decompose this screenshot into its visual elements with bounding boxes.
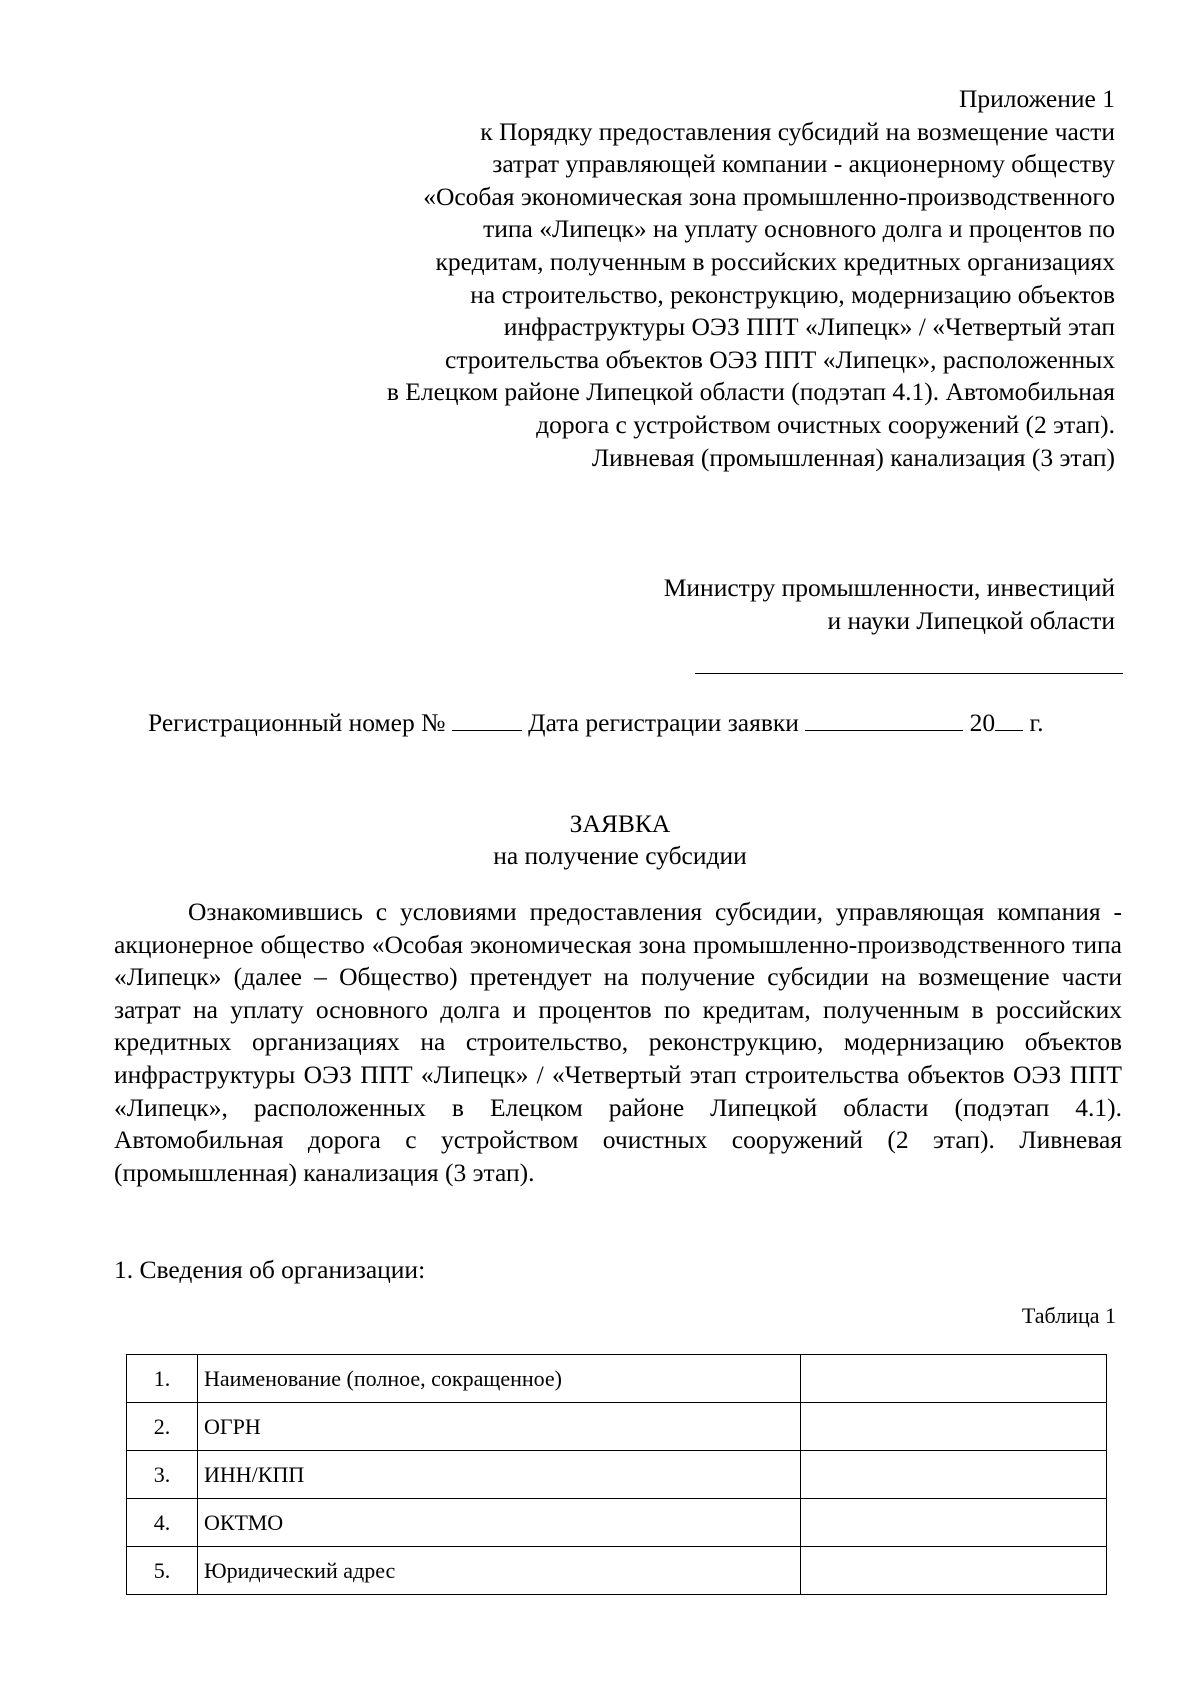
row-value-cell[interactable] bbox=[801, 1403, 1107, 1451]
registration-year-prefix: 20 bbox=[969, 708, 996, 737]
addressee-line-1: Министру промышленности, инвестиций bbox=[663, 573, 1115, 602]
organization-info-table bbox=[126, 1354, 1107, 1595]
registration-date-blank bbox=[805, 708, 963, 731]
appendix-line: в Елецком районе Липецкой области (подэтап 4.1). Автомобильная bbox=[386, 377, 1115, 407]
appendix-line: строительства объектов ОЭЗ ППТ «Липецк», расположенных bbox=[445, 344, 1115, 374]
row-value-cell[interactable] bbox=[801, 1355, 1107, 1403]
section-title: 1. Сведения об организации: bbox=[114, 1255, 426, 1284]
row-field-name: ОКТМО bbox=[198, 1499, 801, 1547]
registration-number-label: Регистрационный номер № bbox=[148, 708, 446, 737]
row-field-name: Наименование (полное, сокращенное) bbox=[198, 1355, 801, 1403]
appendix-line: Ливневая (промышленная) канализация (3 этап) bbox=[591, 442, 1115, 472]
body-paragraph: Ознакомившись с условиями предоставления субсидии, управляющая компания - акционерное общество «Особая экономическая зона промышленно-производственного типа «Липецк» (далее – Общество) претендует на получение субсидии на возмещение части затрат на уплату основного долга и процентов по кредитам, полученным в российских кредитных организациях на строительство, реконструкцию, модернизацию объектов инфраструктуры ОЭЗ ППТ «Липецк» / «Четвертый этап строительства объектов ОЭЗ ППТ «Липецк», расположенных в Елецком районе Липецкой области (подэтап 4.1). Автомобильная дорога с устройством очистных сооружений (2 этап). Ливневая (промышленная) канализация (3 этап). bbox=[114, 897, 1122, 1187]
addressee-signature-line bbox=[695, 673, 1123, 674]
registration-year-blank bbox=[995, 708, 1023, 731]
row-field-name: Юридический адрес bbox=[198, 1547, 801, 1595]
appendix-line: инфраструктуры ОЭЗ ППТ «Липецк» / «Четвертый этап bbox=[503, 312, 1115, 342]
row-number: 2. bbox=[127, 1403, 198, 1451]
table-row bbox=[127, 1403, 1107, 1451]
document-title: ЗАЯВКА bbox=[569, 809, 671, 838]
appendix-line: типа «Липецк» на уплату основного долга и процентов по bbox=[483, 214, 1115, 244]
appendix-header bbox=[215, 83, 1115, 474]
appendix-line: на строительство, реконструкцию, модернизацию объектов bbox=[470, 279, 1115, 309]
appendix-line: Приложение 1 bbox=[959, 84, 1115, 113]
appendix-line: к Порядку предоставления субсидий на возмещение части bbox=[480, 116, 1115, 146]
table-row bbox=[127, 1499, 1107, 1547]
row-number: 3. bbox=[127, 1451, 198, 1499]
row-value-cell[interactable] bbox=[801, 1451, 1107, 1499]
row-field-name: ИНН/КПП bbox=[198, 1451, 801, 1499]
appendix-line: дорога с устройством очистных сооружений (2 этап). bbox=[536, 409, 1115, 439]
row-field-name: ОГРН bbox=[198, 1403, 801, 1451]
appendix-line: «Особая экономическая зона промышленно-производственного bbox=[423, 181, 1115, 211]
row-number: 4. bbox=[127, 1499, 198, 1547]
table-row bbox=[127, 1355, 1107, 1403]
registration-line bbox=[148, 707, 1121, 739]
row-number: 1. bbox=[127, 1355, 198, 1403]
row-number: 5. bbox=[127, 1547, 198, 1595]
table-label: Таблица 1 bbox=[1021, 1303, 1116, 1328]
row-value-cell[interactable] bbox=[801, 1547, 1107, 1595]
table-row bbox=[127, 1547, 1107, 1595]
addressee-line-2: и науки Липецкой области bbox=[827, 605, 1115, 635]
appendix-line: кредитам, полученным в российских кредитных организациях bbox=[435, 246, 1115, 276]
registration-date-label: Дата регистрации заявки bbox=[528, 708, 799, 737]
addressee-block bbox=[515, 572, 1115, 637]
registration-year-suffix: г. bbox=[1029, 708, 1044, 737]
registration-number-blank bbox=[452, 708, 522, 731]
row-value-cell[interactable] bbox=[801, 1499, 1107, 1547]
table-row bbox=[127, 1451, 1107, 1499]
document-subtitle: на получение субсидии bbox=[493, 841, 747, 870]
appendix-line: затрат управляющей компании - акционерному обществу bbox=[492, 149, 1115, 179]
